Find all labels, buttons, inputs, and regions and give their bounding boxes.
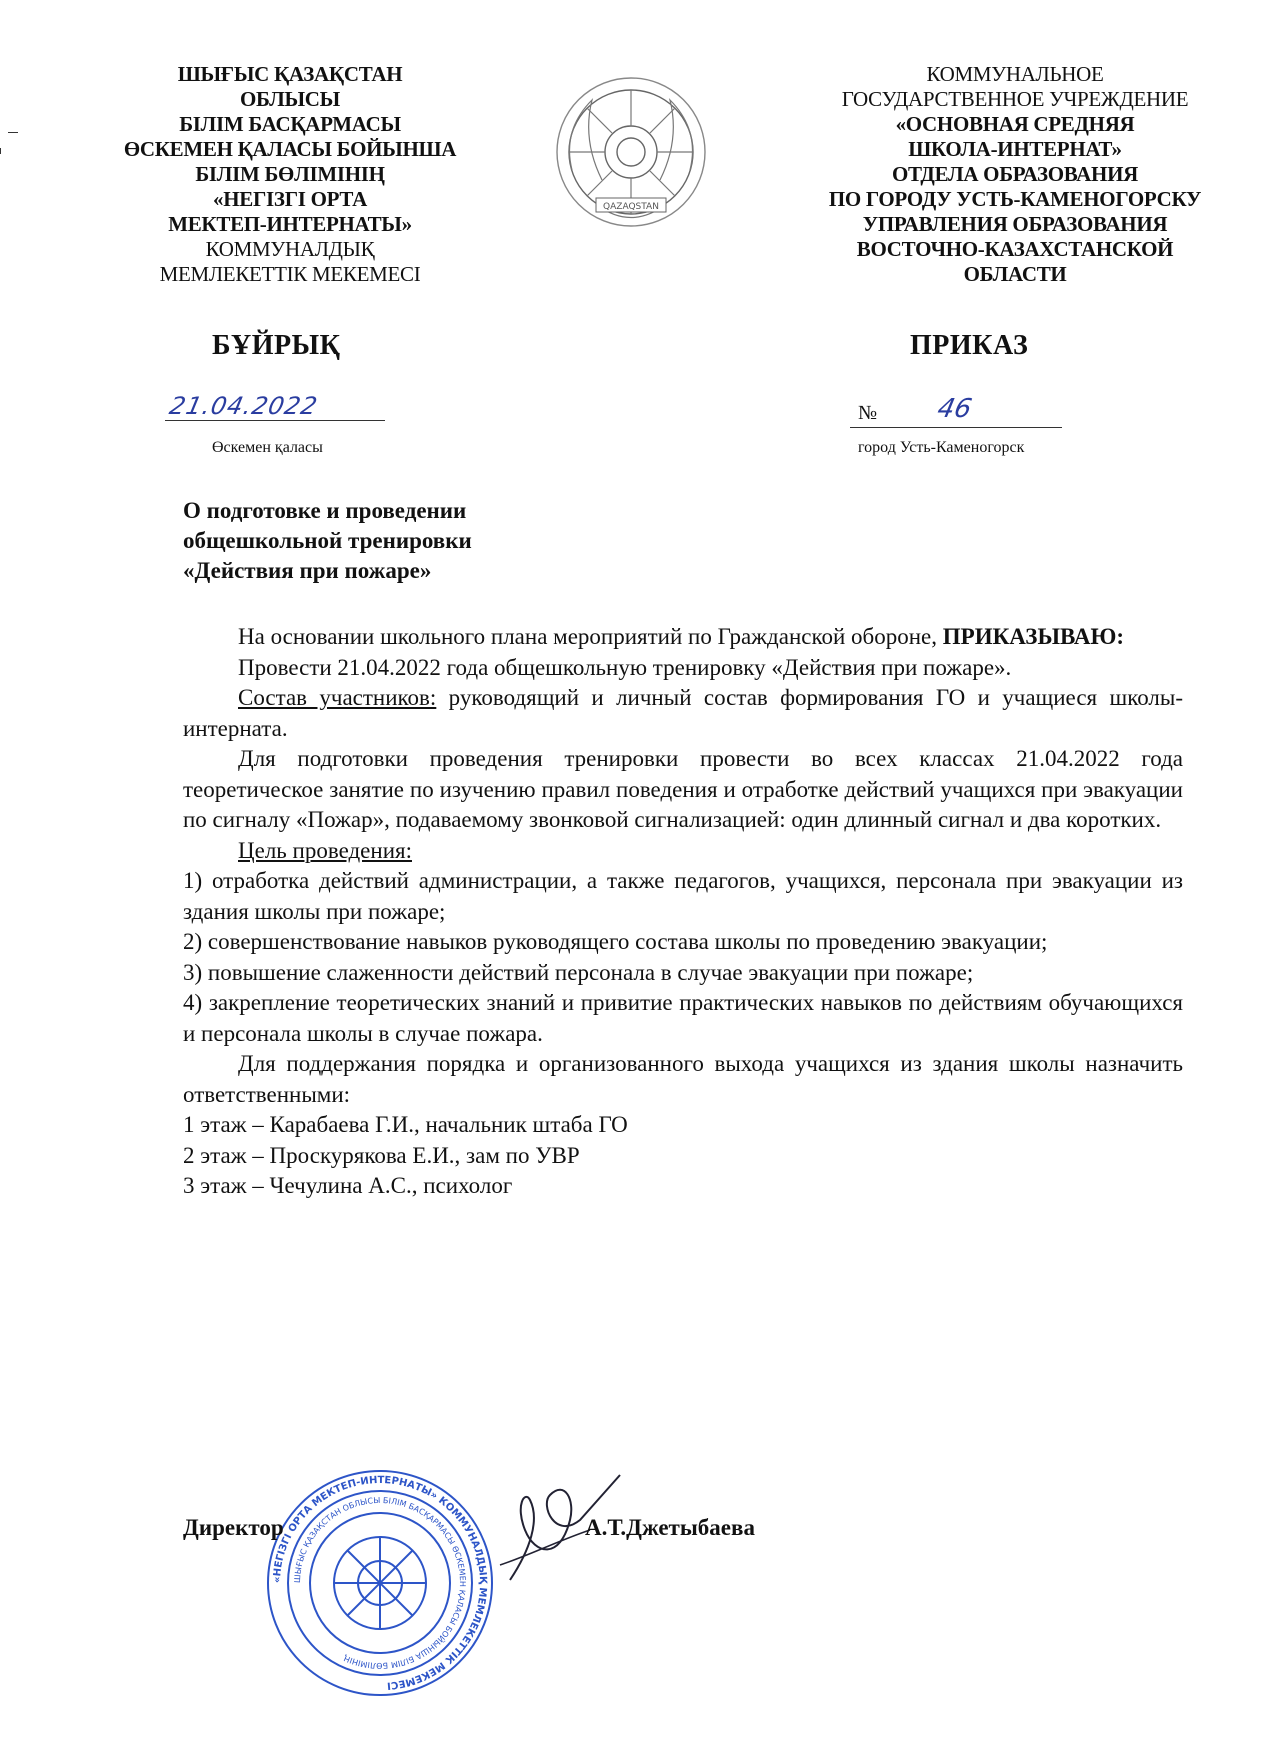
header-kz-line: «НЕГІЗГІ ОРТА [213,187,367,211]
paragraph-goal-heading [183,836,1183,867]
goal-item: 4) закрепление теоретических знаний и привитие практических навыков по действиям обучающихся и персонала школы в случае пожара. [183,990,1183,1046]
order-title-kazakh: БҰЙРЫҚ [212,330,341,361]
paragraph-conduct: Провести 21.04.2022 года общешкольную тренировку «Действия при пожаре». [238,654,1012,680]
header-kz-line: КОММУНАЛДЫҚ [205,237,375,261]
signatory-name: А.Т.Джетыбаева [585,1515,755,1540]
scan-mark [8,132,18,133]
svg-text:QAZAQSTAN: QAZAQSTAN [603,202,659,212]
date-underline [165,420,385,421]
subject-line: общешкольной тренировки [183,528,472,553]
paragraph-participants [183,683,1183,744]
city-kazakh: Өскемен қаласы [212,439,323,456]
order-body [183,622,1183,1202]
order-title-russian: ПРИКАЗ [910,330,1029,361]
header-ru-line: ОТДЕЛА ОБРАЗОВАНИЯ [892,162,1138,186]
scan-mark [0,148,1,154]
header-ru-line: ГОСУДАРСТВЕННОЕ УЧРЕЖДЕНИЕ [841,87,1189,111]
header-ru-line: КОММУНАЛЬНОЕ [926,62,1104,86]
goal-label: Цель проведения: [238,837,412,863]
goal-item: 3) повышение слаженности действий персонала в случае эвакуации при пожаре; [183,959,974,985]
floor-assignment: 2 этаж – Проскурякова Е.И., зам по УВР [183,1142,580,1168]
order-subject [183,496,472,586]
subject-line: О подготовке и проведении [183,498,467,523]
floor-assignment: 1 этаж – Карабаева Г.И., начальник штаба ГО [183,1112,628,1137]
header-kz-line: ОБЛЫСЫ [240,87,340,111]
header-ru-line: ОБЛАСТИ [963,262,1067,286]
header-ru-line: ВОСТОЧНО-КАЗАХСТАНСКОЙ [856,237,1174,261]
header-kz-line: МЕКТЕП-ИНТЕРНАТЫ» [168,212,412,236]
header-ru-line: ПО ГОРОДУ УСТЬ-КАМЕНОГОРСКУ [828,187,1202,211]
paragraph-basis [183,622,1183,653]
goal-item: 1) отработка действий администрации, а также педагогов, учащихся, персонала при эвакуации из здания школы при пожаре; [183,868,1183,924]
state-emblem-icon [552,70,710,238]
signatory-title: Директор [183,1515,284,1540]
handwritten-order-number: 46 [934,394,975,424]
header-ru-line: ШКОЛА-ИНТЕРНАТ» [908,137,1122,161]
city-russian: город Усть-Каменогорск [858,439,1025,456]
header-ru-line: «ОСНОВНАЯ СРЕДНЯЯ [895,112,1135,136]
handwritten-date: 21.04.2022 [167,392,321,420]
floor-assignment: 3 этаж – Чечулина А.С., психолог [183,1173,513,1198]
goal-item: 2) совершенствование навыков руководящего состава школы по проведению эвакуации; [183,929,1048,954]
header-kz-line: ШЫҒЫС ҚАЗАҚСТАН [177,62,403,86]
header-russian [780,62,1250,287]
number-underline [850,427,1062,428]
basis-text: На основании школьного плана мероприятий по Гражданской обороне, [238,624,938,649]
header-kazakh [60,62,520,287]
order-directive: ПРИКАЗЫВАЮ: [942,624,1125,649]
participants-label: Состав участников: [238,685,437,710]
header-kz-line: ӨСКЕМЕН ҚАЛАСЫ БОЙЫНША [123,137,457,161]
participants-text: руководящий и личный состав формирования ГО и учащиеся школы-интерната. [183,685,1183,741]
number-sign: № [858,402,878,424]
paragraph-preparation: Для подготовки проведения тренировки провести во всех классах 21.04.2022 года теоретическое занятие по изучению правил поведения и отработке действий учащихся при эвакуации по сигналу «Пожар», подаваемому звонковой сигнализацией: один длинный сигнал и два коротких. [183,746,1183,832]
header-kz-line: БІЛІМ БАСҚАРМАСЫ [179,112,401,136]
stamp-inner-text: ШЫҒЫС ҚАЗАҚСТАН ОБЛЫСЫ БІЛІМ БАСҚАРМАСЫ ӨСКЕМЕН ҚАЛАСЫ БОЙЫНША БІЛІМ БӨЛІМІНІҢ [292,1495,468,1671]
header-kz-line: БІЛІМ БӨЛІМІНІҢ [195,162,385,186]
stamp-outer-text: «НЕГІЗГІ ОРТА МЕКТЕП-ИНТЕРНАТЫ» КОММУНАЛДЫҚ МЕМЛЕКЕТТІК МЕКЕМЕСІ [271,1474,489,1691]
header-kz-line: МЕМЛЕКЕТТІК МЕКЕМЕСІ [159,262,421,286]
paragraph-responsible: Для поддержания порядка и организованного выхода учащихся из здания школы назначить ответственными: [183,1051,1183,1107]
official-stamp [265,1468,495,1698]
header-ru-line: УПРАВЛЕНИЯ ОБРАЗОВАНИЯ [862,212,1168,236]
subject-line: «Действия при пожаре» [183,558,432,583]
